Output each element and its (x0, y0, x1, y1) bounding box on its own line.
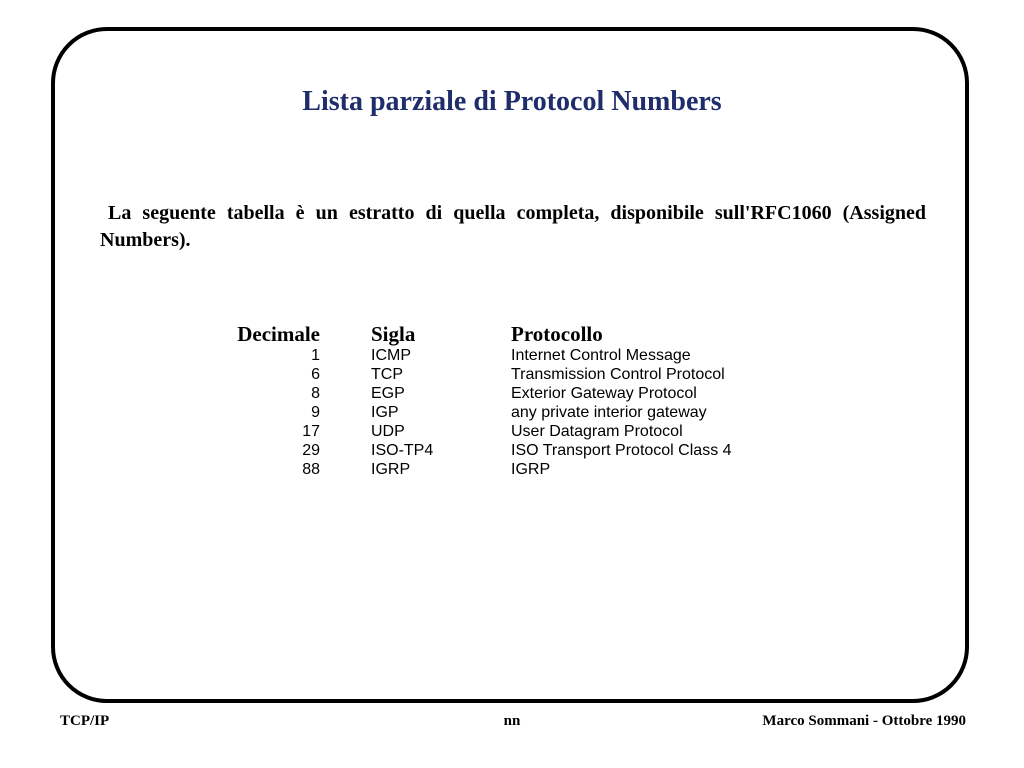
table-row (200, 346, 811, 365)
footer-author-date: Marco Sommani - Ottobre 1990 (762, 713, 966, 729)
sigla-cell: UDP (371, 423, 405, 440)
decimal-cell: 9 (311, 404, 320, 421)
protocol-table (200, 322, 811, 479)
decimal-cell: 88 (302, 461, 320, 478)
footer-course: TCP/IP (60, 713, 110, 729)
table-row (200, 403, 811, 422)
intro-paragraph: La seguente tabella è un estratto di quella completa, disponibile sull'RFC1060 (Assigned Numbers). (100, 202, 926, 251)
protocol-cell: any private interior gateway (511, 404, 707, 421)
sigla-cell: IGRP (371, 461, 411, 478)
sigla-cell: ICMP (371, 347, 411, 364)
slide-title: Lista parziale di Protocol Numbers (302, 86, 722, 117)
protocol-cell: User Datagram Protocol (511, 423, 683, 440)
header-protocol: Protocollo (511, 322, 603, 346)
header-sigla: Sigla (371, 322, 416, 346)
protocol-cell: IGRP (511, 461, 551, 478)
table-row (200, 422, 811, 441)
sigla-cell: ISO-TP4 (371, 442, 434, 459)
table-header-row (200, 322, 811, 346)
decimal-cell: 17 (302, 423, 320, 440)
decimal-cell: 1 (311, 347, 320, 364)
table-row (200, 441, 811, 460)
table-row (200, 365, 811, 384)
protocol-cell: ISO Transport Protocol Class 4 (511, 442, 732, 459)
protocol-cell: Exterior Gateway Protocol (511, 385, 697, 402)
table-row (200, 460, 811, 479)
decimal-cell: 29 (302, 442, 320, 459)
protocol-cell: Transmission Control Protocol (511, 366, 725, 383)
footer-page-number: nn (503, 713, 521, 729)
sigla-cell: IGP (371, 404, 399, 421)
decimal-cell: 8 (311, 385, 320, 402)
sigla-cell: TCP (371, 366, 403, 383)
decimal-cell: 6 (311, 366, 320, 383)
sigla-cell: EGP (371, 385, 405, 402)
table-row (200, 384, 811, 403)
protocol-cell: Internet Control Message (511, 347, 691, 364)
header-decimal: Decimale (237, 322, 320, 346)
